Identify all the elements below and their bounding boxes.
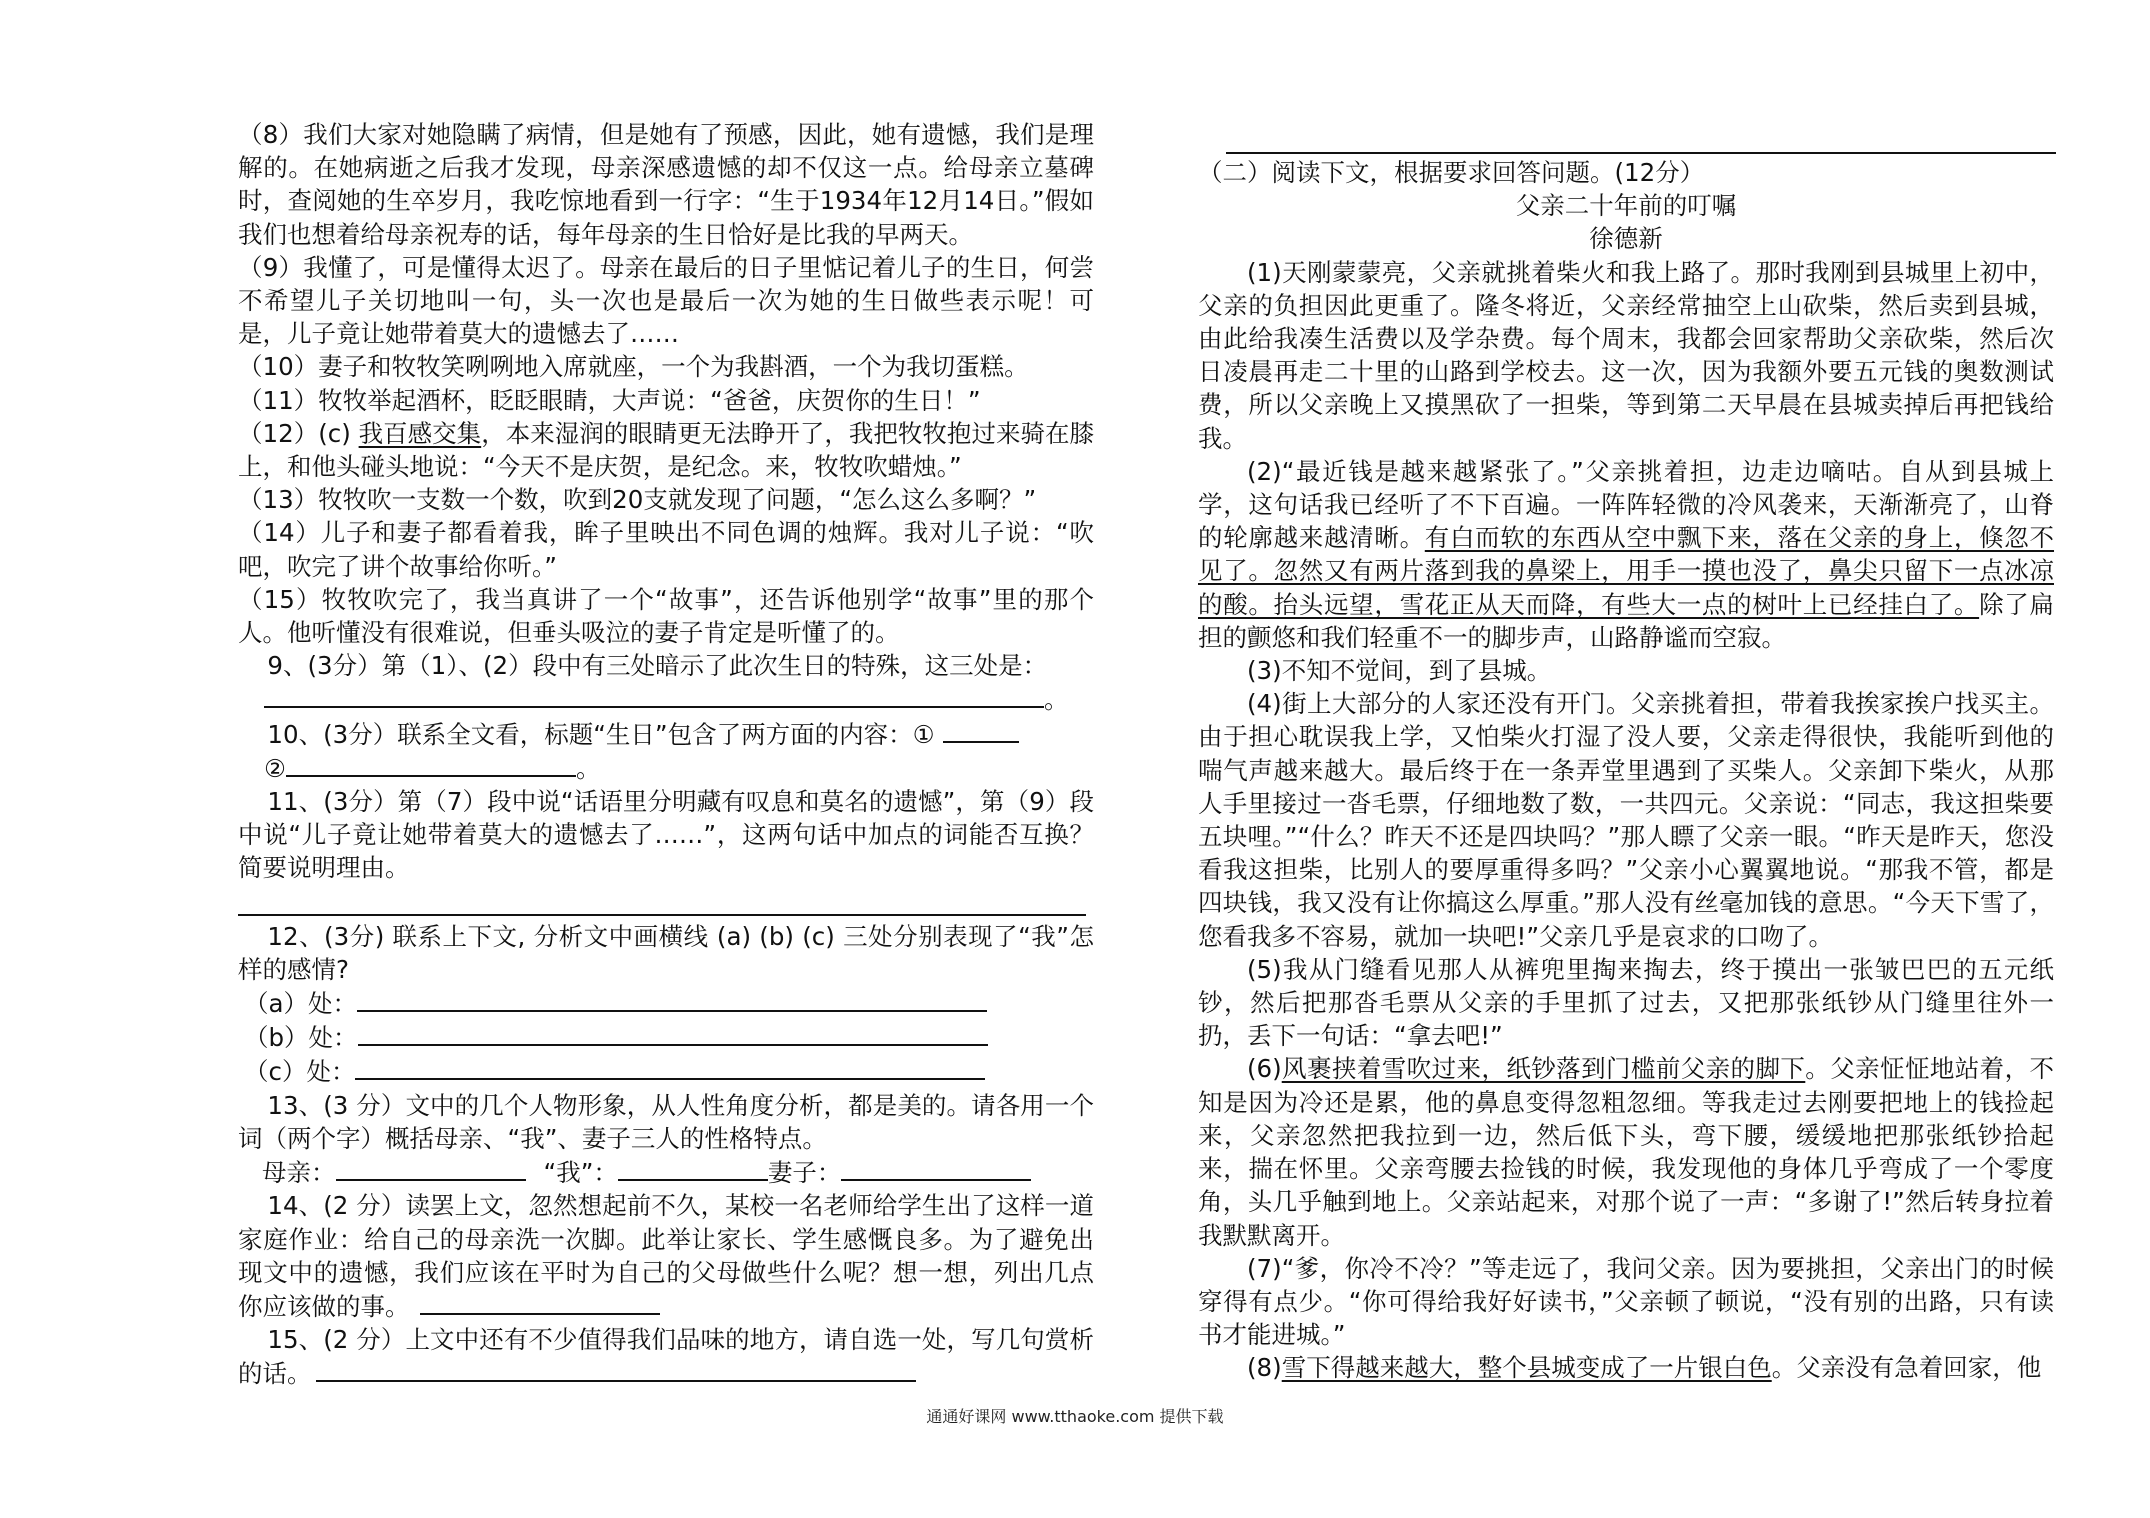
- question-9: 9、(3分）第（1）、(2）段中有三处暗示了此次生日的特殊，这三处是：: [267, 651, 1048, 681]
- underlined-passage-c: 雪下得越来越大，整个县城变成了一片银白色: [1281, 1353, 1772, 1383]
- paragraph-8-rest: 。父亲没有急着回家，他: [1771, 1353, 2042, 1383]
- question-10: [238, 717, 1094, 751]
- right-column: [1198, 156, 2054, 1385]
- question-10-text: 10、(3分）联系全文看，标题“生日”包含了两方面的内容：①: [267, 719, 935, 749]
- paragraph-10: （10）妻子和牧牧笑咧咧地入席就座，一个为我斟酒，一个为我切蛋糕。: [238, 352, 1029, 382]
- question-15: [238, 1323, 1094, 1390]
- paragraph-8-number: (8): [1247, 1353, 1282, 1383]
- paragraph-12: [238, 417, 1094, 483]
- question-12-c: [238, 1054, 1094, 1088]
- question-12: 12、(3分) 联系上下文, 分析文中画横线 (a) (b) (c) 三处分别表现了“我”怎样的感情?: [238, 921, 1094, 984]
- paragraph-14: （14）儿子和妻子都看着我，眸子里映出不同色调的烛辉。我对儿子说：“吹吧，吹完了讲个故事给你听。”: [238, 518, 1094, 581]
- answer-blank-mother[interactable]: [336, 1155, 526, 1181]
- article-paragraph-8: [1198, 1351, 2054, 1384]
- left-column: [238, 118, 1094, 1391]
- answer-blank-1[interactable]: [943, 717, 1019, 743]
- underlined-passage-a: 有白而软的东西从空中飘下来，落在父亲的身上，倏忽不见了。忽然又有两片落到我的鼻梁上，用手一摸也没了，鼻尖只留下一点冰凉的酸。抬头远望，雪花正从天而降，有些大一点的树叶上已经挂白了。: [1198, 523, 2055, 619]
- answer-line[interactable]: [238, 914, 1086, 916]
- answer-blank-wife[interactable]: [841, 1155, 1031, 1181]
- answer-blank[interactable]: [316, 1356, 916, 1382]
- article-paragraph-6: [1198, 1052, 2054, 1251]
- label-a: （a）处：: [244, 989, 358, 1019]
- paragraph-6-rest: 。父亲怔怔地站着，不知是因为冷还是累，他的鼻息变得忽粗忽细。等我走过去刚要把地上的钱捡起来，父亲忽然把我拉到一边，然后低下头，弯下腰，缓缓地把那张纸钞拾起来，揣在怀里。父亲弯腰去捡钱的时候，我发现他的身体几乎弯成了一个零度角，头几乎触到地上。父亲站起来，对那个说了一声：“多谢了!”然后转身拉着我默默离开。: [1198, 1054, 2055, 1250]
- circled-two: ②: [264, 753, 286, 783]
- article-author: 徐德新: [1589, 224, 1663, 254]
- underlined-passage-b: 风裹挟着雪吹过来，纸钞落到门槛前父亲的脚下: [1281, 1054, 1806, 1084]
- section-heading: （二）阅读下文，根据要求回答问题。(12分）: [1198, 158, 1705, 187]
- page-footer: 通通好课网 www.tthaoke.com 提供下载: [926, 1407, 1224, 1426]
- question-12-a: [238, 986, 1094, 1020]
- question-9-answer-line: [238, 682, 1094, 716]
- label-b: （b）处：: [244, 1023, 358, 1053]
- question-13-blanks: [238, 1155, 1094, 1189]
- paragraph-2-start: (2)“最近钱是越来越紧张了。”父亲挑着担，边走边嘀咕。自从到县城上学，这句话我已经听了不下百遍。一阵阵轻微的冷风袭来，天渐渐亮了，山脊的轮廓越来越清晰。: [1198, 456, 2054, 553]
- answer-blank[interactable]: [264, 682, 1044, 708]
- article-paragraph-2: [1198, 455, 2054, 654]
- question-12-b: [238, 1020, 1094, 1054]
- question-14-text: 14、(2 分）读罢上文，忽然想起前不久，某校一名老师给学生出了这样一道家庭作业：给自己的母亲洗一次脚。此举让家长、学生感慨良多。为了避免出现文中的遗憾，我们应该在平时为自己的父母做些什么呢？想一想，列出几点你应该做的事。: [238, 1191, 1094, 1321]
- question-13: 13、(3 分）文中的几个人物形象，从人性角度分析，都是美的。请各用一个词（两个字）概括母亲、“我”、妻子三人的性格特点。: [238, 1090, 1094, 1153]
- paragraph-2-end: 除了扁担的颤悠和我们轻重不一的脚步声，山路静谧而空寂。: [1198, 589, 2055, 652]
- answer-blank-c[interactable]: [355, 1054, 985, 1080]
- paragraph-8: （8）我们大家对她隐瞒了病情，但是她有了预感，因此，她有遗憾，我们是理解的。在她病逝之后我才发现，母亲深感遗憾的却不仅这一点。给母亲立墓碑时，查阅她的生卒岁月，我吃惊地看到一行字：“生于1934年12月14日。”假如我们也想着给母亲祝寿的话，每年母亲的生日恰好是比我的早两天。: [238, 120, 1094, 249]
- article-paragraph-1: (1)天刚蒙蒙亮，父亲就挑着柴火和我上路了。那时我刚到县城里上初中，父亲的负担因此更重了。隆冬将近，父亲经常抽空上山砍柴，然后卖到县城，由此给我凑生活费以及学杂费。每个周末，我都会回家帮助父亲砍柴，然后次日凌晨再走二十里的山路到学校去。这一次，因为我额外要五元钱的奥数测试费，所以父亲晚上又摸黑砍了一担柴，等到第二天早晨在县城卖掉后再把钱给我。: [1198, 257, 2054, 453]
- article-title: 父亲二十年前的叮嘱: [1515, 191, 1737, 221]
- question-10-line-2: [238, 751, 1094, 785]
- label-c: （c）处：: [244, 1057, 356, 1087]
- label-wife: 妻子：: [767, 1158, 842, 1188]
- answer-blank[interactable]: [420, 1289, 660, 1315]
- paragraph-9: （9）我懂了，可是懂得太迟了。母亲在最后的日子里惦记着儿子的生日，何尝不希望儿子关切地叫一句，头一次也是最后一次为她的生日做些表示呢！可是，儿子竟让她带着莫大的遗憾去了……: [238, 252, 1094, 349]
- period: 。: [575, 753, 601, 783]
- answer-blank-a[interactable]: [357, 986, 987, 1012]
- label-me: “我”：: [543, 1158, 618, 1188]
- paragraph-13: （13）牧牧吹一支数一个数，吹到20支就发现了问题，“怎么这么多啊？”: [238, 485, 1037, 515]
- top-rule: [1226, 152, 2056, 154]
- question-15-text: 15、(2 分）上文中还有不少值得我们品味的地方，请自选一处，写几句赏析的话。: [238, 1325, 1094, 1389]
- answer-blank-b[interactable]: [358, 1020, 988, 1046]
- underlined-phrase-c: 我百感交集: [358, 418, 482, 448]
- label-mother: 母亲：: [262, 1158, 336, 1188]
- answer-blank-2[interactable]: [286, 751, 576, 777]
- question-14: [238, 1189, 1094, 1323]
- paragraph-12-rest: ，本来湿润的眼睛更无法睁开了，我把牧牧抱过来骑在膝上，和他头碰头地说：“今天不是庆贺，是纪念。来，牧牧吹蜡烛。”: [238, 418, 1095, 482]
- paragraph-15: （15）牧牧吹完了，我当真讲了一个“故事”，还告诉他别学“故事”里的那个人。他听懂没有很难说，但垂头吸泣的妻子肯定是听懂了的。: [238, 584, 1094, 648]
- paragraph-6-number: (6): [1247, 1054, 1282, 1084]
- answer-blank-me[interactable]: [618, 1155, 768, 1181]
- article-paragraph-7: (7)“爹，你冷不冷？”等走远了，我问父亲。因为要挑担，父亲出门的时候穿得有点少。“你可得给我好好读书，”父亲顿了顿说，“没有别的出路，只有读书才能进城。”: [1198, 1253, 2054, 1350]
- paragraph-11: （11）牧牧举起酒杯，眨眨眼睛，大声说：“爸爸，庆贺你的生日！”: [238, 385, 981, 415]
- question-11: 11、(3分）第（7）段中说“话语里分明藏有叹息和莫名的遗憾”，第（9）段中说“儿子竟让她带着莫大的遗憾去了……”，这两句话中加点的词能否互换？简要说明理由。: [238, 787, 1094, 883]
- article-paragraph-3: (3)不知不觉间，到了县城。: [1247, 656, 1552, 686]
- article-paragraph-4: (4)街上大部分的人家还没有开门。父亲挑着担，带着我挨家挨户找买主。由于担心耽误我上学，又怕柴火打湿了没人要，父亲走得很快，我能听到他的喘气声越来越大。最后终于在一条弄堂里遇到了买柴人。父亲卸下柴火，从那人手里接过一沓毛票，仔细地数了数，一共四元。父亲说：“同志，我这担柴要五块哩。”“什么？昨天不还是四块吗？”那人瞟了父亲一眼。“昨天是昨天，您没看我这担柴，比别人的要厚重得多吗？”父亲小心翼翼地说。“那我不管，都是四块钱，我又没有让你搞这么厚重。”那人没有丝毫加钱的意思。“今天下雪了，您看我多不容易，就加一块吧!”父亲几乎是哀求的口吻了。: [1198, 689, 2054, 951]
- period: 。: [1044, 685, 1069, 715]
- paragraph-12-prefix: （12）(c): [238, 418, 359, 448]
- article-paragraph-5: (5)我从门缝看见那人从裤兜里掏来掏去，终于摸出一张皱巴巴的五元纸钞，然后把那沓毛票从父亲的手里抓了过去，又把那张纸钞从门缝里往外一扔，丢下一句话：“拿去吧!”: [1198, 954, 2054, 1051]
